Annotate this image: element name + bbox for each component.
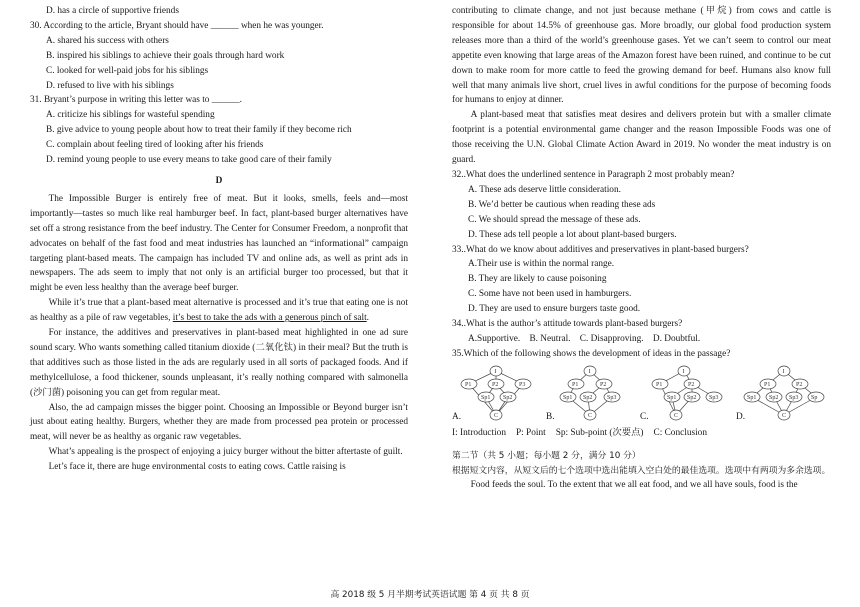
legend-introduction: I: Introduction: [452, 427, 506, 438]
node-sp4: Sp: [811, 394, 818, 401]
diagram-c: [646, 364, 736, 424]
passage-paragraph-2: [30, 296, 408, 326]
diagram-b: [552, 364, 642, 424]
q30-option-d: D. refused to live with his siblings: [46, 80, 174, 91]
q32-option-d: D. These ads tell people a lot about plant-based burgers.: [468, 229, 677, 240]
node-sp2: Sp2: [503, 394, 513, 401]
node-p1: P1: [465, 381, 472, 388]
node-c: C: [588, 412, 593, 419]
node-p1: P1: [656, 381, 663, 388]
node-i: I: [782, 368, 785, 375]
node-sp3: Sp3: [789, 394, 799, 401]
node-sp3: Sp3: [607, 394, 617, 401]
node-i: I: [588, 368, 591, 375]
legend-conclusion: C: Conclusion: [653, 427, 707, 438]
q32-option-c: C. We should spread the message of these ads.: [468, 214, 641, 225]
node-sp2: Sp2: [687, 394, 697, 401]
node-sp3: Sp3: [709, 394, 719, 401]
node-c: C: [494, 412, 499, 419]
diagram-a-label: A.: [452, 411, 462, 422]
section-2-instructions: 根据短文内容，从短文后的七个选项中选出能填入空白处的最佳选项。选项中有两项为多余选项。: [452, 465, 831, 476]
diagram-b-label: B.: [546, 411, 555, 422]
diagram-d: [742, 364, 832, 424]
passage-paragraph-6: Let’s face it, there are huge environmental costs to eating cows. Cattle raising is: [48, 462, 346, 473]
question-34: 34..What is the author’s attitude towards plant-based burgers?: [452, 319, 683, 330]
q32-option-a: A. These ads deserve little consideration.: [468, 184, 621, 195]
question-32: 32..What does the underlined sentence in Paragraph 2 most probably mean?: [452, 169, 735, 180]
q30-option-b: B. inspired his siblings to achieve their goals through hard work: [46, 50, 285, 61]
node-c: C: [674, 412, 679, 419]
node-sp1: Sp1: [563, 394, 573, 401]
section-2-title: 第二节（共 5 小题；每小题 2 分，满分 10 分）: [452, 450, 641, 461]
node-c: C: [782, 412, 787, 419]
section-2-passage-start: Food feeds the soul. To the extent that we all eat food, and we all have souls, food is the: [470, 480, 798, 491]
legend-subpoint: Sp: Sub-point (次要点): [555, 427, 644, 438]
node-p3: P3: [519, 381, 526, 388]
node-sp1: Sp1: [481, 394, 491, 401]
diagram-legend: [452, 426, 831, 441]
node-sp2: Sp2: [583, 394, 593, 401]
node-p1: P1: [572, 381, 579, 388]
passage-paragraph-3: For instance, the additives and preservatives in plant-based meat highlighted in one ad sure sound scary. Who wants something called titanium dioxide (二氧化钛) in their meal? But the truth is that additives such as those listed in the ads are regularly used in all sorts of packaged foods. And if methylcellulose, a food thickener, sounds unpleasant, it’s really nothing compared with salmonella (沙门菌) poisoning you can get from regular meat.: [30, 328, 408, 398]
q32-option-b: B. We’d better be cautious when reading these ads: [468, 199, 656, 210]
q29-option-d: D. has a circle of supportive friends: [46, 6, 179, 16]
q34-options: A.Supportive. B. Neutral. C. Disapproving. D. Doubtful.: [468, 333, 701, 344]
diagram-d-label: D.: [736, 411, 746, 422]
diagram-c-label: C.: [640, 411, 649, 422]
q30-option-c: C. looked for well-paid jobs for his siblings: [46, 65, 209, 76]
passage-paragraph-4: Also, the ad campaign misses the bigger point. Choosing an Impossible or Beyond burger isn’t just about eating healthy. Burgers, whether they are made from processed pea protein or processed meat, will never be as healthy as organic raw vegetables.: [30, 402, 408, 443]
question-31: 31. Bryant’s purpose in writing this letter was to ______.: [30, 95, 242, 106]
p2-text-before: While it’s true that a plant-based meat alternative is processed and it’s true that eating one is not as healthy as a pile of raw vegetables,: [30, 298, 408, 324]
page-footer: 高 2018 级 5 月半期考试英语试题 第 4 页 共 8 页: [330, 590, 530, 600]
passage-paragraph-6-continued: contributing to climate change, and not just because methane (甲烷) from cows and cattle is responsible for about 14.5% of greenhouse gas. More broadly, our global food production system releases more than a third of the world’s greenhouse gases. Yet we can’t seem to control our meat appetite even knowing that large areas of the Amazon forest have been ruined, and continue to be cut down to make room for more cattle to feed the growing demand for beef. Humans also know full well that many animals live short, cruel lives in awful conditions for the purpose of becoming foods for humans to enjoy at dinner.: [452, 6, 831, 106]
node-p1: P1: [764, 381, 771, 388]
passage-paragraph-7: A plant-based meat that satisfies meat desires and delivers protein but with a smaller climate footprint is a potential environmental game changer and the reason Impossible Foods was one of those receiving the U.N. Global Climate Action Award in 2019. No wonder the meat industry is on guard.: [452, 110, 831, 166]
node-sp1: Sp1: [747, 394, 757, 401]
q31-option-a: A. criticize his siblings for wasteful spending: [46, 110, 215, 121]
left-column: [30, 4, 408, 475]
q33-option-c: C. Some have not been used in hamburgers.: [468, 289, 632, 300]
q33-option-d: D. They are used to ensure burgers taste good.: [468, 304, 641, 315]
passage-paragraph-5: What’s appealing is the prospect of enjoying a juicy burger without the bitter aftertaste of guilt.: [48, 447, 403, 458]
node-p2: P2: [492, 381, 499, 388]
node-p2: P2: [600, 381, 607, 388]
q33-option-b: B. They are likely to cause poisoning: [468, 274, 607, 285]
question-33: 33..What do we know about additives and preservatives in plant-based burgers?: [452, 244, 749, 255]
p2-text-after: .: [366, 313, 369, 324]
underlined-sentence: it’s best to take the ads with a generous pinch of salt: [172, 313, 367, 324]
passage-paragraph-1: The Impossible Burger is entirely free of meat. But it looks, smells, feels and—most importantly—tastes so much like real hamburger beef. In fact, plant-based burger alternatives have set off a strong resistance from the beef industry. The Center for Consumer Freedom, a nonprofit that advocates on behalf of the fast food and meat industries has launched an “informational” campaign targeting plant-based meats. The campaign has included TV and online ads, as well as print ads in newspapers. The ads seem to imply that not only is an artificial burger too processed, but that it might be even less healthy than the average beef burger.: [30, 193, 408, 294]
diagram-a: [456, 364, 546, 424]
node-p2: P2: [688, 381, 695, 388]
node-p2: P2: [796, 381, 803, 388]
node-sp1: Sp1: [667, 394, 677, 401]
node-i: I: [682, 368, 685, 375]
structure-diagrams: [452, 364, 831, 424]
legend-point: P: Point: [515, 427, 546, 438]
section-heading: D: [215, 175, 223, 186]
q31-option-d: D. remind young people to use every means to take good care of their family: [46, 155, 332, 166]
node-sp2: Sp2: [769, 394, 779, 401]
q30-option-a: A. shared his success with others: [46, 35, 169, 46]
question-30: 30. According to the article, Bryant should have ______ when he was younger.: [30, 20, 324, 31]
q31-option-b: B. give advice to young people about how to treat their family if they become rich: [46, 125, 352, 136]
question-35: 35.Which of the following shows the development of ideas in the passage?: [452, 348, 731, 359]
node-i: I: [494, 368, 497, 375]
q31-option-c: C. complain about feeling tired of looking after his friends: [46, 140, 264, 151]
right-column: [452, 4, 831, 493]
q33-option-a: A.Their use is within the normal range.: [468, 259, 615, 270]
